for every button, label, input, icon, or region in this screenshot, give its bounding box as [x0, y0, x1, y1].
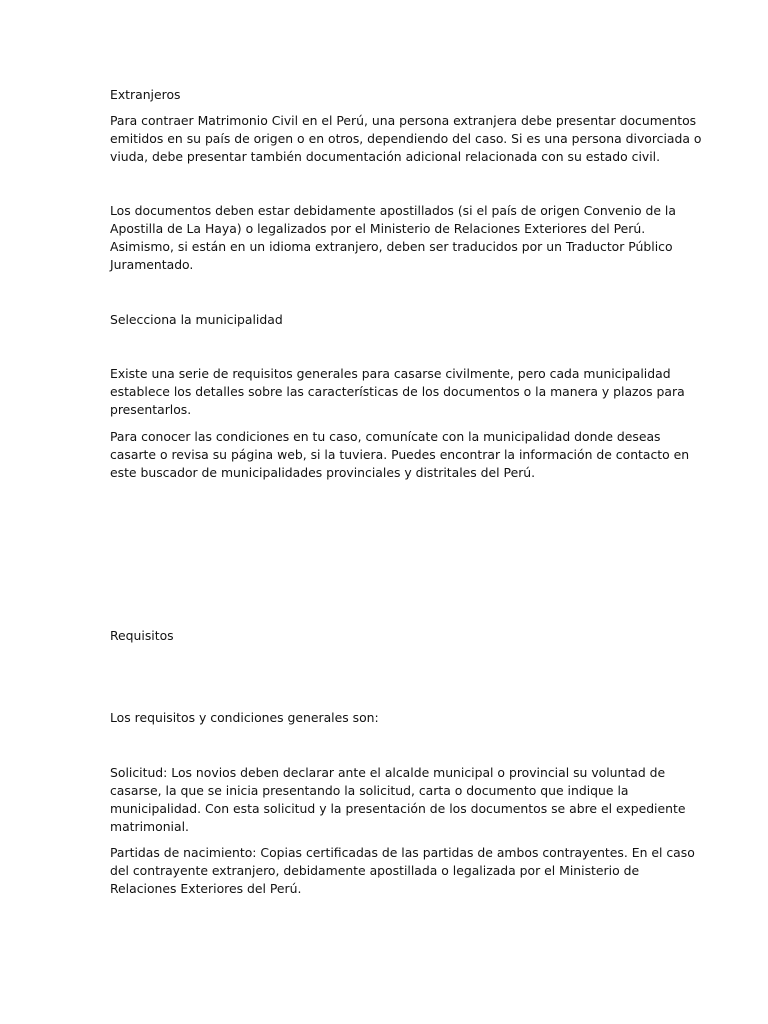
- paragraph-documentos-apostillados: Los documentos deben estar debidamente apostillados (si el país de origen Convenio de la Apostilla de La Haya) o legalizados por el Ministerio de Relaciones Exteriores del Perú. Asimismo, si están en un idioma extranjero, deben ser traducidos por un Traductor Público Juramentado.: [110, 203, 676, 272]
- paragraph-matrimonio-civil: Para contraer Matrimonio Civil en el Perú, una persona extranjera debe presentar documentos emitidos en su país de origen o en otros, dependiendo del caso. Si es una persona divorciada o viuda, debe presentar también documentación adicional relacionada con su estado civil.: [110, 113, 702, 164]
- heading-selecciona-municipalidad: Selecciona la municipalidad: [110, 312, 283, 327]
- paragraph-intro-requisitos: Los requisitos y condiciones generales son:: [110, 710, 379, 725]
- paragraph-condiciones: Para conocer las condiciones en tu caso, comunícate con la municipalidad donde deseas casarte o revisa su página web, si la tuviera. Puedes encontrar la información de contacto en este buscador de municipalidades provinciales y distritales del Perú.: [110, 429, 690, 480]
- heading-extranjeros: Extranjeros: [110, 87, 181, 102]
- paragraph-solicitud: Solicitud: Los novios deben declarar ante el alcalde municipal o provincial su voluntad de casarse, la que se inicia presentando la solicitud, carta o documento que indique la municipalidad. Con esta solicitud y la presentación de los documentos se abre el expediente matrimonial.: [110, 765, 686, 834]
- paragraph-requisitos-generales: Existe una serie de requisitos generales para casarse civilmente, pero cada municipalidad establece los detalles sobre las características de los documentos o la manera y plazos para presentarlos.: [110, 366, 685, 417]
- heading-requisitos: Requisitos: [110, 628, 174, 643]
- paragraph-partidas-nacimiento: Partidas de nacimiento: Copias certificadas de las partidas de ambos contrayentes. En el caso del contrayente extranjero, debidamente apostillada o legalizada por el Ministerio de Relaciones Exteriores del Perú.: [110, 845, 695, 896]
